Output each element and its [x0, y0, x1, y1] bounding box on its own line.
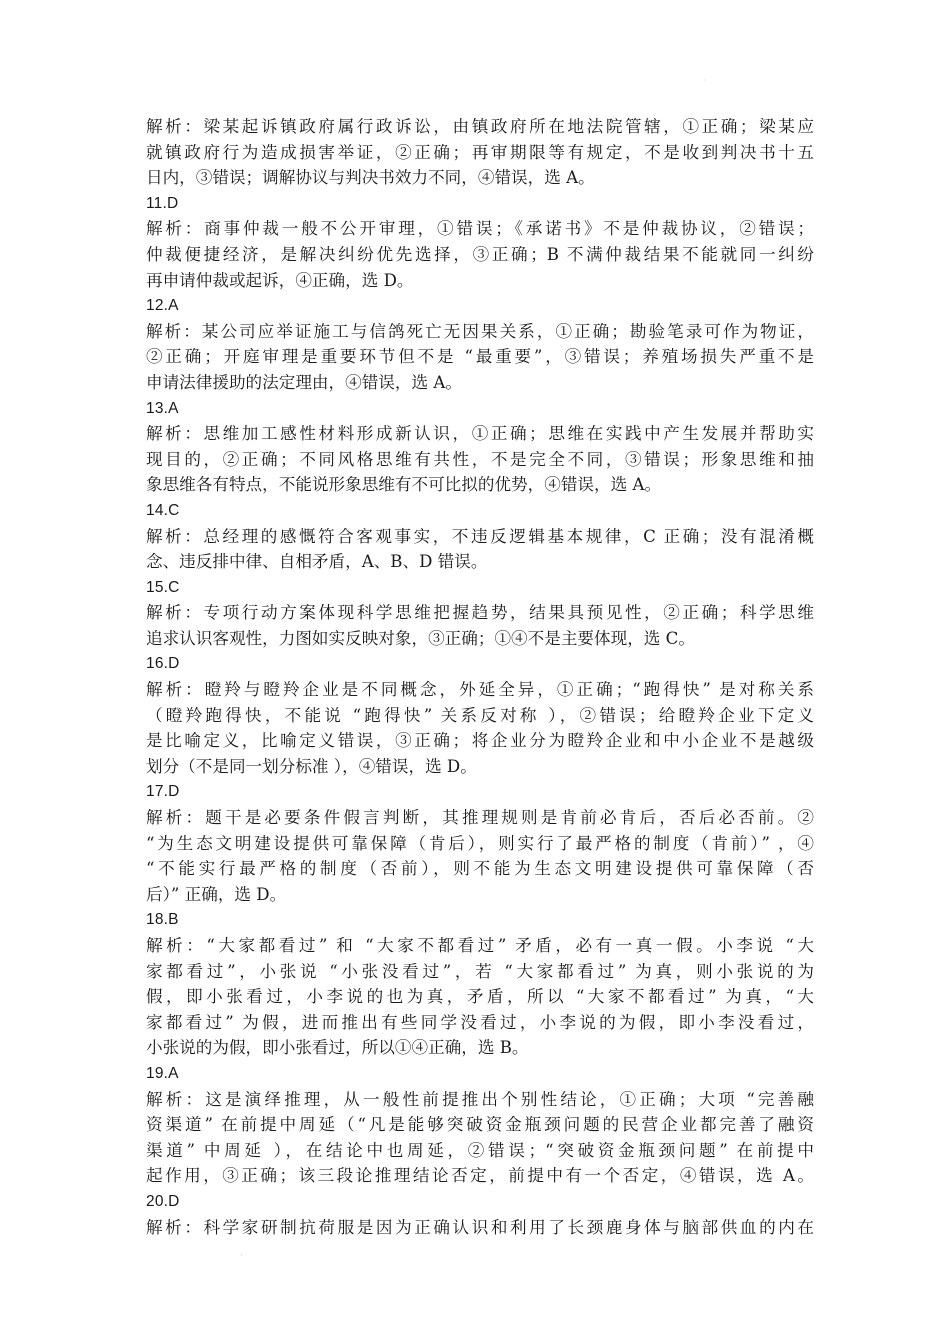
explanation-block [146, 907, 814, 1061]
explanation-block [146, 114, 814, 191]
explanation-line: 家都看过” 为假，进而推出有些同学没看过，小李说的为假，即小李没看过， [146, 1012, 814, 1032]
explanation-line: 解析：科学家研制抗荷服是因为正确认识和利用了长颈鹿身体与脑部供血的内在 [146, 1217, 814, 1237]
explanation-block [146, 293, 814, 395]
explanation-block [146, 1189, 814, 1240]
explanation-line: 日内，③错误；调解协议与判决书效力不同，④错误，选 A。 [146, 168, 595, 188]
explanation-line: 追求认识客观性，力图如实反映对象，③正确；①④不是主要体现，选 C。 [146, 628, 695, 648]
explanation-line: 解析：某公司应举证施工与信鸽死亡无因果关系，①正确；勘验笔录可作为物证， [146, 321, 814, 341]
page-mark-top: · [703, 76, 706, 85]
explanation-line: 解析：这是演绎推理，从一般性前提推出个别性结论，①正确；大项 “完善融 [146, 1089, 814, 1109]
explanation-line: ②正确；开庭审理是重要环节但不是 “最重要”，③错误；养殖场损失严重不是 [146, 347, 814, 367]
answer-key: 15.C [146, 578, 180, 596]
explanation-line: 资渠道” 在前提中周延（“凡是能够突破资金瓶颈问题的民营企业都完善了融资 [146, 1115, 814, 1135]
explanation-line: 是比喻定义，比喻定义错误，③正确；将企业分为瞪羚企业和中小企业不是越级 [146, 731, 814, 751]
explanation-line: 解析：思维加工感性材料形成新认识，①正确；思维在实践中产生发展并帮助实 [146, 424, 814, 444]
answer-key: 12.A [146, 297, 179, 315]
explanation-line: 起作用，③正确；该三段论推理结论否定，前提中有一个否定，④错误，选 A。 [146, 1166, 814, 1186]
answer-key: 13.A [146, 399, 179, 417]
explanation-line: 解析：总经理的感慨符合客观事实，不违反逻辑基本规律，C 正确；没有混淆概 [146, 526, 814, 546]
explanation-line: 申请法律援助的法定理由，④错误，选 A。 [146, 372, 462, 392]
answer-key: 19.A [146, 1064, 179, 1082]
explanation-block [146, 575, 814, 652]
answer-key: 11.D [146, 194, 179, 212]
explanation-block [146, 1061, 814, 1189]
answer-key: 16.D [146, 655, 180, 673]
answer-key: 17.D [146, 783, 180, 801]
explanation-line: 划分（不是同一划分标准 ），④错误，选 D。 [146, 756, 477, 776]
page-mark-bottom: · [240, 1251, 243, 1260]
explanation-line: 就镇政府行为造成损害举证，②正确；再审期限等有规定，不是收到判决书十五 [146, 142, 814, 162]
explanation-line: 再申请仲裁或起诉，④正确，选 D。 [146, 270, 414, 290]
explanation-block [146, 651, 814, 779]
explanation-line: 象思维各有特点，不能说形象思维有不可比拟的优势，④错误，选 A。 [146, 475, 662, 495]
explanation-line: 解析：瞪羚与瞪羚企业是不同概念，外延全异，①正确；“跑得快” 是对称关系 [146, 680, 814, 700]
explanation-block [146, 779, 814, 907]
explanation-line: 念、违反排中律、自相矛盾，A、B、D 错误。 [146, 552, 488, 572]
explanation-line: 渠道” 中周延 ），在结论中也周延，②错误；“突破资金瓶颈问题” 在前提中 [146, 1140, 814, 1160]
explanation-line: 家都看过”，小张说 “小张没看过”，若 “大家都看过” 为真，则小张说的为 [146, 961, 814, 981]
answer-key: 20.D [146, 1192, 180, 1210]
explanation-line: “为生态文明建设提供可靠保障（肯后），则实行了最严格的制度（肯前）” ，④ [146, 833, 814, 853]
explanation-line: 小张说的为假，即小张看过，所以①④正确，选 B。 [146, 1038, 529, 1058]
explanation-line: 假，即小张看过，小李说的也为真，矛盾，所以 “大家不都看过” 为真，“大 [146, 987, 814, 1007]
answer-explanations [146, 114, 814, 1240]
explanation-line: 解析：题干是必要条件假言判断，其推理规则是肯前必肯后，否后必否前。② [146, 808, 814, 828]
explanation-line: 解析：梁某起诉镇政府属行政诉讼，由镇政府所在地法院管辖，①正确；梁某应 [146, 117, 814, 136]
explanation-block [146, 191, 814, 293]
explanation-line: 解析：专项行动方案体现科学思维把握趋势，结果具预见性，②正确；科学思维 [146, 603, 814, 623]
explanation-line: 解析：商事仲裁一般不公开审理，①错误；《承诺书》不是仲裁协议，②错误； [146, 219, 814, 239]
answer-key: 18.B [146, 911, 179, 929]
explanation-line: 后）” 正确，选 D。 [146, 884, 287, 904]
explanation-line: 现目的，②正确；不同风格思维有共性，不是完全不同，③错误；形象思维和抽 [146, 449, 814, 469]
answer-key: 14.C [146, 501, 180, 519]
explanation-line: 解析：“大家都看过” 和 “大家不都看过” 矛盾，必有一真一假。小李说 “大 [146, 936, 814, 955]
explanation-line: （瞪羚跑得快，不能说 “跑得快” 关系反对称 ），②错误；给瞪羚企业下定义 [146, 705, 814, 725]
explanation-line: “不能实行最严格的制度（否前），则不能为生态文明建设提供可靠保障（否 [146, 859, 814, 879]
explanation-line: 仲裁便捷经济，是解决纠纷优先选择，③正确；B 不满仲裁结果不能就同一纠纷 [146, 244, 814, 264]
explanation-block [146, 498, 814, 575]
explanation-block [146, 396, 814, 498]
